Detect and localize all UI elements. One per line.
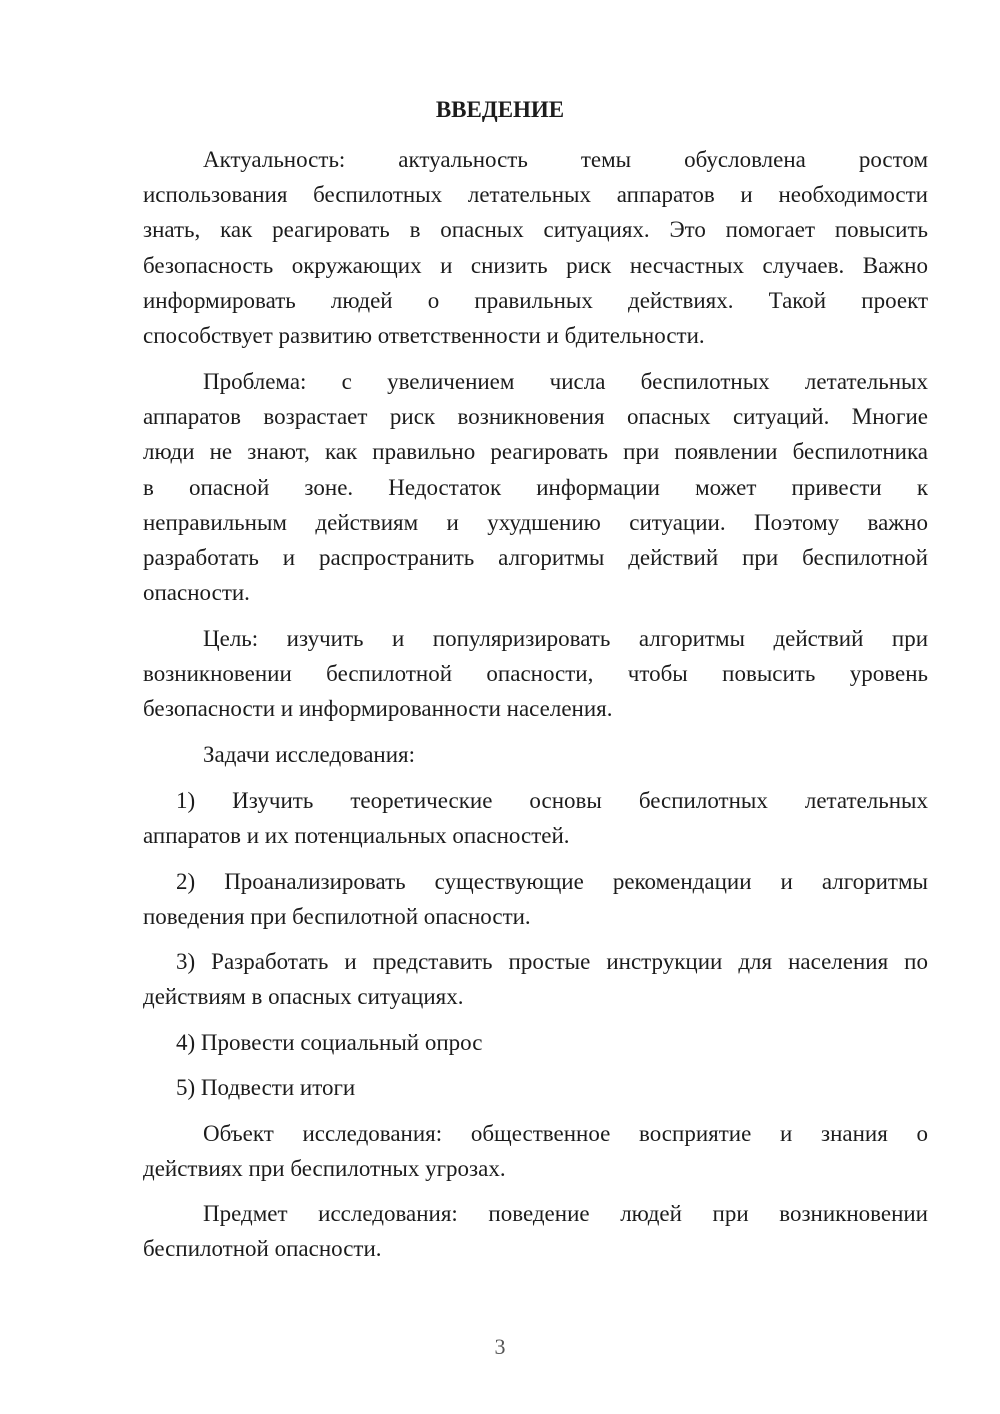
subject-paragraph [143,1196,928,1266]
relevance-line-2: использования беспилотных летательных аппаратов и необходимости [143,182,928,208]
problem-line-6: разработать и распространить алгоритмы действий при беспилотной [143,544,928,570]
task-item-2 [143,864,928,934]
task-1-line-1: 1) Изучить теоретические основы беспилотных летательных [176,788,928,813]
task-4-line-1: 4) Провести социальный опрос [176,1030,483,1055]
subject-line-1: Предмет исследования: поведение людей при возникновении [203,1201,928,1226]
task-item-5 [143,1070,928,1105]
page-number: 3 [494,1334,506,1359]
problem-line-3: люди не знают, как правильно реагировать при появлении беспилотника [143,439,928,465]
tasks-heading [143,737,928,772]
task-item-4 [143,1025,928,1060]
problem-line-5: неправильным действиям и ухудшению ситуации. Поэтому важно [143,509,928,535]
task-5-line-1: 5) Подвести итоги [176,1075,356,1100]
relevance-line-5: информировать людей о правильных действиях. Такой проект [143,287,928,313]
object-line-1: Объект исследования: общественное восприятие и знания о [203,1121,928,1146]
task-1-line-2: аппаратов и их потенциальных опасностей. [143,823,570,849]
task-item-3 [143,944,928,1014]
task-3-line-2: действиям в опасных ситуациях. [143,984,464,1010]
problem-line-4: в опасной зоне. Недостаток информации может привести к [143,474,928,500]
goal-paragraph [143,621,928,727]
relevance-paragraph [143,142,928,353]
task-3-line-1: 3) Разработать и представить простые инструкции для населения по [176,949,928,974]
problem-line-7: опасности. [143,580,250,606]
relevance-line-1: Актуальность: актуальность темы обусловлена ростом [203,147,928,172]
problem-line-1: Проблема: с увеличением числа беспилотных летательных [203,369,928,394]
task-2-line-1: 2) Проанализировать существующие рекомендации и алгоритмы [176,869,928,894]
relevance-line-4: безопасность окружающих и снизить риск несчастных случаев. Важно [143,252,928,278]
task-2-line-2: поведения при беспилотной опасности. [143,904,531,930]
object-paragraph [143,1116,928,1186]
object-line-2: действиях при беспилотных угрозах. [143,1156,506,1182]
subject-line-2: беспилотной опасности. [143,1236,382,1262]
goal-line-2: возникновении беспилотной опасности, чтобы повысить уровень [143,661,928,687]
section-title: ВВЕДЕНИЕ [435,97,565,122]
relevance-line-6: способствует развитию ответственности и бдительности. [143,322,705,348]
task-item-1 [143,783,928,853]
tasks-heading-text: Задачи исследования: [203,742,416,767]
problem-paragraph [143,364,928,610]
relevance-line-3: знать, как реагировать в опасных ситуациях. Это помогает повысить [143,217,928,243]
goal-line-1: Цель: изучить и популяризировать алгоритмы действий при [203,626,928,651]
goal-line-3: безопасности и информированности населения. [143,696,613,722]
problem-line-2: аппаратов возрастает риск возникновения опасных ситуаций. Многие [143,404,928,430]
